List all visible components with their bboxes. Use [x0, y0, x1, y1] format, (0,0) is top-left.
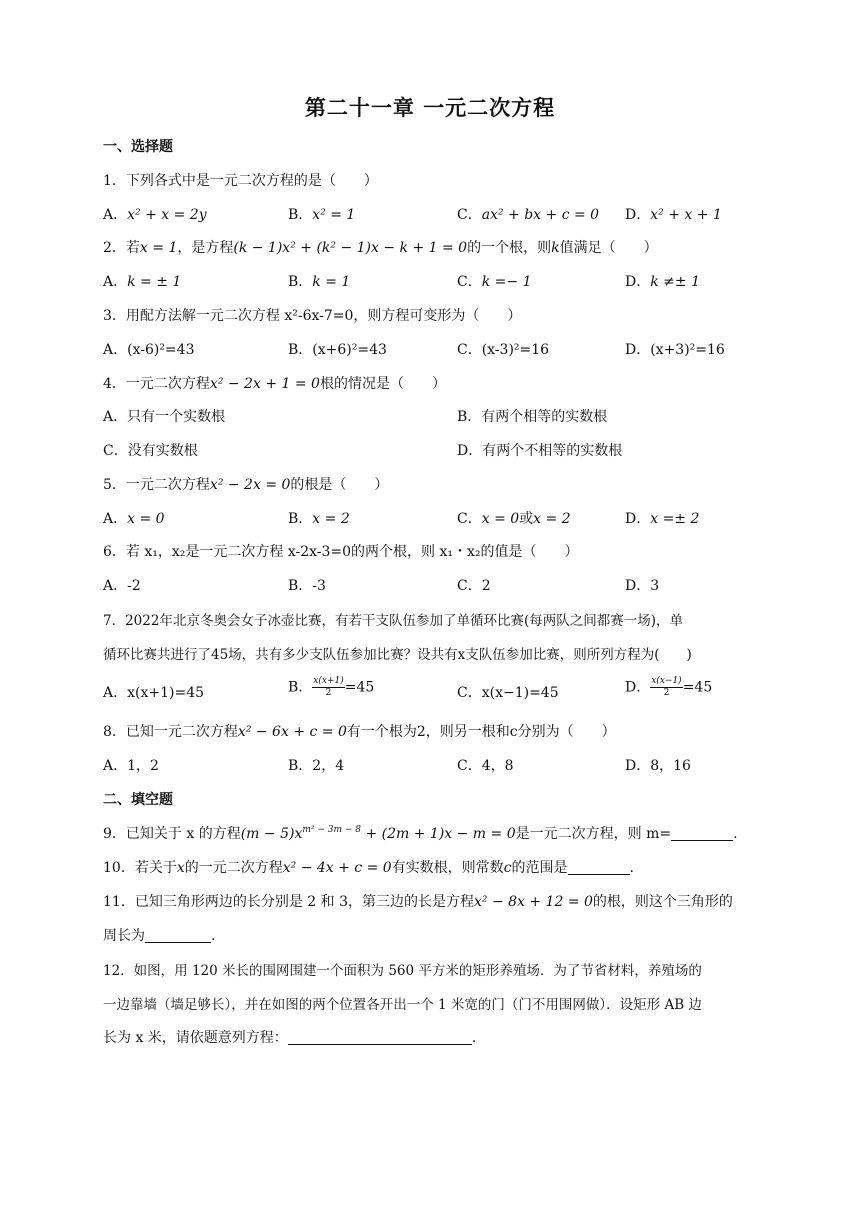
- q1-option-a: A．x² + x = 2y: [103, 207, 207, 223]
- q8-option-d: D．8，16: [625, 758, 691, 774]
- section-heading-fill: 二、填空题: [103, 792, 173, 808]
- q5-option-c: C．x = 0或x = 2: [457, 511, 571, 527]
- question-8-stem: 8．已知一元二次方程x² − 6x + c = 0有一个根为2，则另一根和c分别为（ ）: [103, 724, 616, 740]
- q2-option-d: D．k ≠± 1: [625, 274, 700, 290]
- q6-option-b: B．-3: [288, 578, 326, 594]
- q3-option-d: D．(x+3)²=16: [625, 342, 725, 358]
- q7-option-b: B． $\frac{x(x+1)}{2}$ =45: [288, 676, 375, 698]
- question-10-stem: 10．若关于x的一元二次方程x² − 4x + c = 0有实数根，则常数c的范围是 .: [103, 860, 634, 876]
- q4-option-c: C．没有实数根: [103, 443, 198, 459]
- question-9-stem: 9．已知关于 x 的方程$(m - 5)x^{m^2 - 3m - 8} + (2m + 1)x - m = 0$是一元二次方程，则 m= .: [103, 825, 738, 842]
- q8-option-b: B．2，4: [288, 758, 345, 774]
- q8-option-c: C．4，8: [457, 758, 514, 774]
- fraction: $\frac{x(x-1)}{2}$: [651, 676, 682, 698]
- q2-option-a: A．k = ± 1: [103, 274, 182, 290]
- question-11-line-1: 11．已知三角形两边的长分别是 2 和 3，第三边的长是方程x² − 8x + 12 = 0的根，则这个三角形的: [103, 894, 733, 910]
- q8-option-a: A．1，2: [103, 758, 159, 774]
- q6-option-a: A．-2: [103, 578, 141, 594]
- q7-option-a: A．x(x+1)=45: [103, 685, 205, 701]
- question-2-stem: 2．若x = 1，是方程(k − 1)x² + (k² − 1)x − k + 1 = 0的一个根，则k值满足（ ）: [103, 240, 658, 256]
- q1-option-c: C．ax² + bx + c = 0: [457, 207, 600, 223]
- q7-option-d: D． $\frac{x(x-1)}{2}$ =45: [625, 676, 713, 698]
- q6-option-d: D．3: [625, 578, 660, 594]
- page-title: 第二十一章 一元二次方程: [304, 96, 556, 120]
- q4-option-a: A．只有一个实数根: [103, 409, 226, 425]
- question-4-stem: 4．一元二次方程x² − 2x + 1 = 0根的情况是（ ）: [103, 376, 446, 392]
- q5-option-b: B．x = 2: [288, 511, 350, 527]
- question-5-stem: 5．一元二次方程x² − 2x = 0的根是（ ）: [103, 477, 389, 493]
- q1-option-d: D．x² + x + 1: [625, 207, 722, 223]
- question-7-line-2: 循环比赛共进行了45场，共有多少支队伍参加比赛？设共有x支队伍参加比赛，则所列方程为( ): [103, 647, 692, 663]
- q6-option-c: C．2: [457, 578, 491, 594]
- question-1-stem: 1．下列各式中是一元二次方程的是（ ）: [103, 173, 378, 189]
- question-12-line-2: 一边靠墙（墙足够长），并在如图的两个位置各开出一个 1 米宽的门（门不用围网做）．设矩形 AB 边: [103, 997, 702, 1013]
- q5-option-d: D．x =± 2: [625, 511, 700, 527]
- q4-option-d: D．有两个不相等的实数根: [457, 443, 623, 459]
- section-heading-choice: 一、选择题: [103, 139, 173, 155]
- q3-option-b: B．(x+6)²=43: [288, 342, 387, 358]
- q4-option-b: B．有两个相等的实数根: [457, 409, 608, 425]
- answer-blank[interactable]: [288, 1030, 472, 1045]
- question-3-stem: 3．用配方法解一元二次方程 x²-6x-7=0，则方程可变形为（ ）: [103, 308, 522, 324]
- q2-option-c: C．k =− 1: [457, 274, 532, 290]
- answer-blank[interactable]: [568, 860, 630, 875]
- q1-option-b: B．x² = 1: [288, 207, 356, 223]
- answer-blank[interactable]: [145, 928, 211, 943]
- q3-option-a: A．(x-6)²=43: [103, 342, 195, 358]
- q3-option-c: C．(x-3)²=16: [457, 342, 550, 358]
- answer-blank[interactable]: [671, 826, 733, 841]
- q5-option-a: A．x = 0: [103, 511, 165, 527]
- question-12-line-3: 长为 x 米，请依题意列方程： .: [103, 1030, 477, 1046]
- question-7-line-1: 7．2022年北京冬奥会女子冰壶比赛，有若干支队伍参加了单循环比赛(每两队之间都赛一场)，单: [103, 613, 683, 629]
- question-6-stem: 6．若 x₁，x₂是一元二次方程 x-2x-3=0的两个根，则 x₁・x₂的值是（ ）: [103, 544, 579, 560]
- question-12-line-1: 12．如图，用 120 米长的围网围建一个面积为 560 平方米的矩形养殖场．为了节省材料，养殖场的: [103, 963, 702, 979]
- q7-option-c: C．x(x−1)=45: [457, 685, 559, 701]
- question-11-line-2: 周长为 .: [103, 928, 216, 944]
- fraction: $\frac{x(x+1)}{2}$: [313, 676, 344, 698]
- q2-option-b: B．k = 1: [288, 274, 351, 290]
